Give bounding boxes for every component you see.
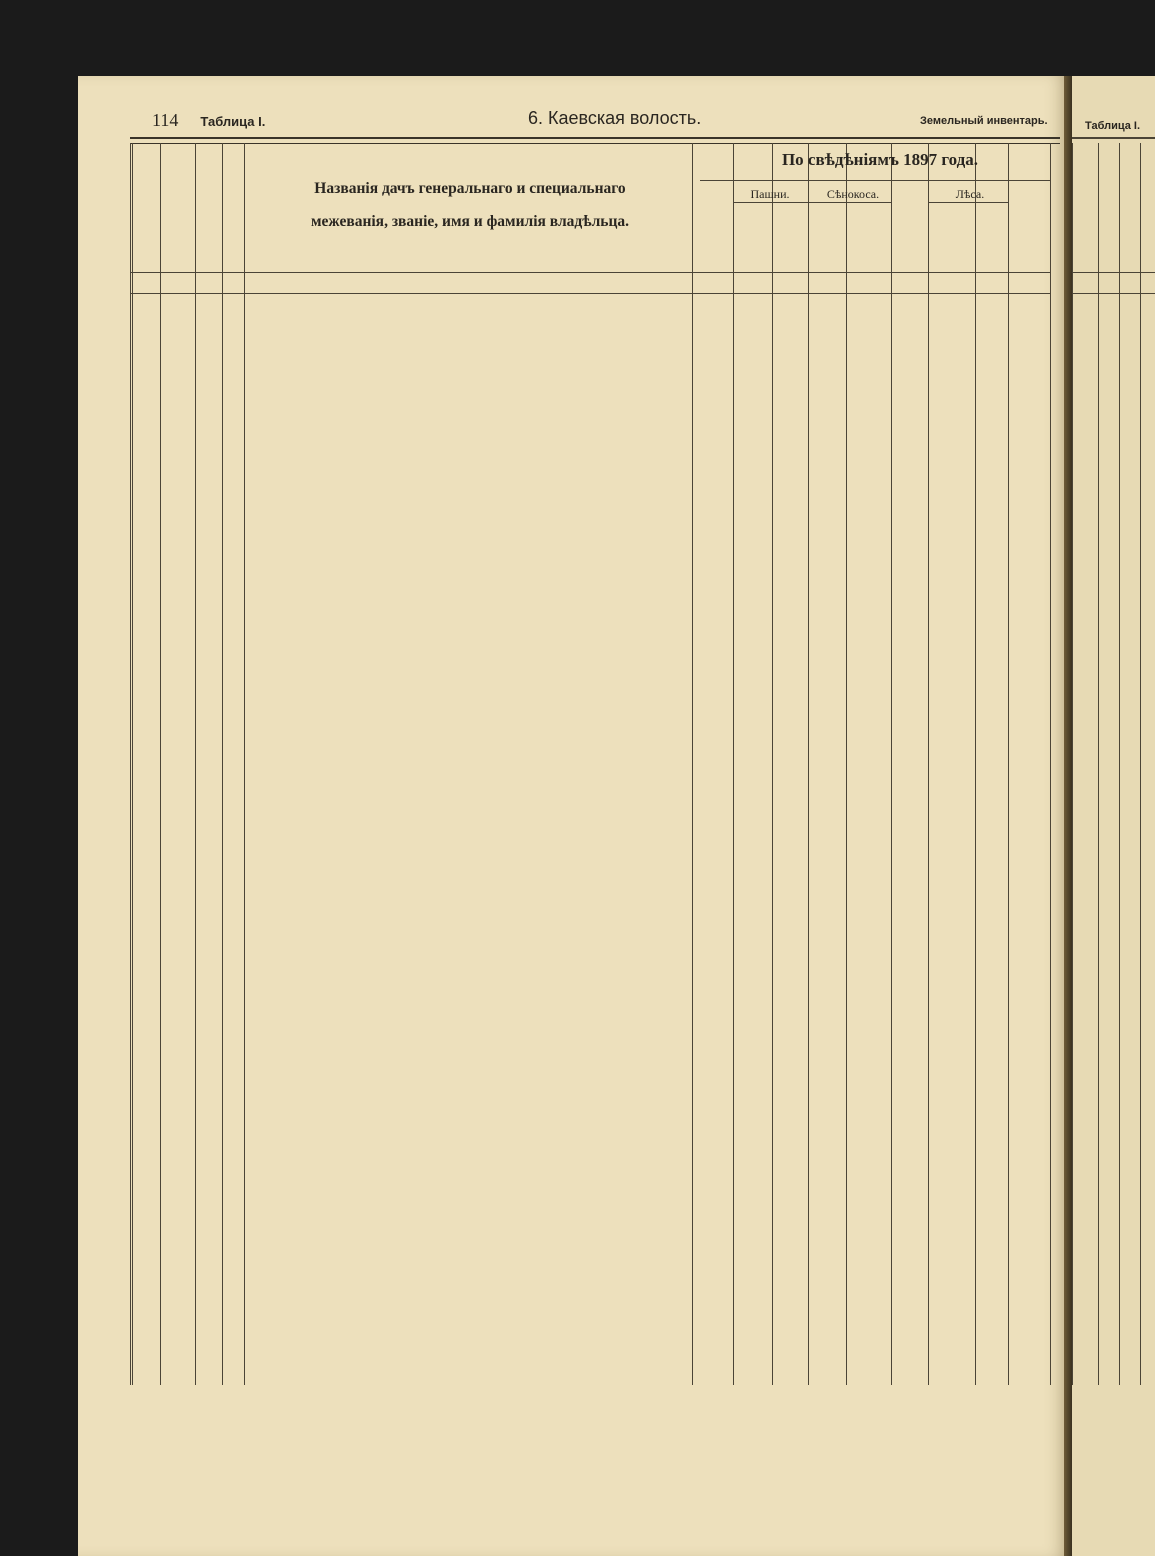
page-number: 114: [152, 110, 179, 130]
header-rule: [130, 137, 1060, 139]
column-rule: [160, 143, 161, 1385]
facing-column-rule: [1119, 143, 1120, 1385]
facing-page: [1072, 76, 1155, 1556]
main-column-title: [250, 172, 690, 238]
column-rule: [244, 143, 245, 1385]
facing-rule: [1072, 137, 1155, 139]
right-title: Земельный инвентарь.: [920, 115, 1048, 127]
facing-rule: [1072, 272, 1155, 273]
facing-rule: [1072, 293, 1155, 294]
column-rule: [808, 143, 809, 1385]
book-page: [78, 76, 1068, 1556]
group-rule: [733, 202, 808, 203]
group-rule: [928, 202, 1008, 203]
column-rule: [772, 143, 773, 1385]
group-lesa: Лѣса.: [955, 187, 985, 201]
group-rule: [808, 202, 891, 203]
column-rule: [692, 143, 693, 1385]
column-rule: [975, 143, 976, 1385]
table-label: Таблица I.: [200, 114, 266, 129]
facing-column-rule: [1140, 143, 1141, 1385]
group-senokosa: Сѣнокоса.: [826, 187, 880, 201]
main-title-line-1: Названія дачъ генеральнаго и специальнаго: [314, 180, 626, 197]
column-rule: [1008, 143, 1009, 1385]
column-rule: [733, 143, 734, 1385]
page-header-left: [152, 110, 265, 131]
period-title: По свѣдѣніямъ 1897 года.: [781, 150, 979, 169]
facing-column-rule: [1098, 143, 1099, 1385]
header-bottom-rule: [130, 272, 1050, 273]
volost-title: 6. Каевская волость.: [528, 108, 702, 128]
period-rule: [700, 180, 1050, 181]
column-rule: [222, 143, 223, 1385]
column-rule: [928, 143, 929, 1385]
numbers-bottom-rule: [130, 293, 1050, 294]
header-rule-thin: [130, 143, 1060, 144]
column-rule: [891, 143, 892, 1385]
column-rule: [1050, 143, 1051, 1385]
column-rule: [132, 143, 133, 1385]
facing-table-label: Таблица I.: [1085, 120, 1141, 132]
column-rule: [195, 143, 196, 1385]
main-title-line-2: межеванія, званіе, имя и фамилія владѣльца.: [310, 213, 630, 230]
facing-column-rule: [1072, 143, 1073, 1385]
column-rule: [846, 143, 847, 1385]
column-rule: [130, 143, 131, 1385]
group-pashni: Пашни.: [750, 187, 790, 201]
